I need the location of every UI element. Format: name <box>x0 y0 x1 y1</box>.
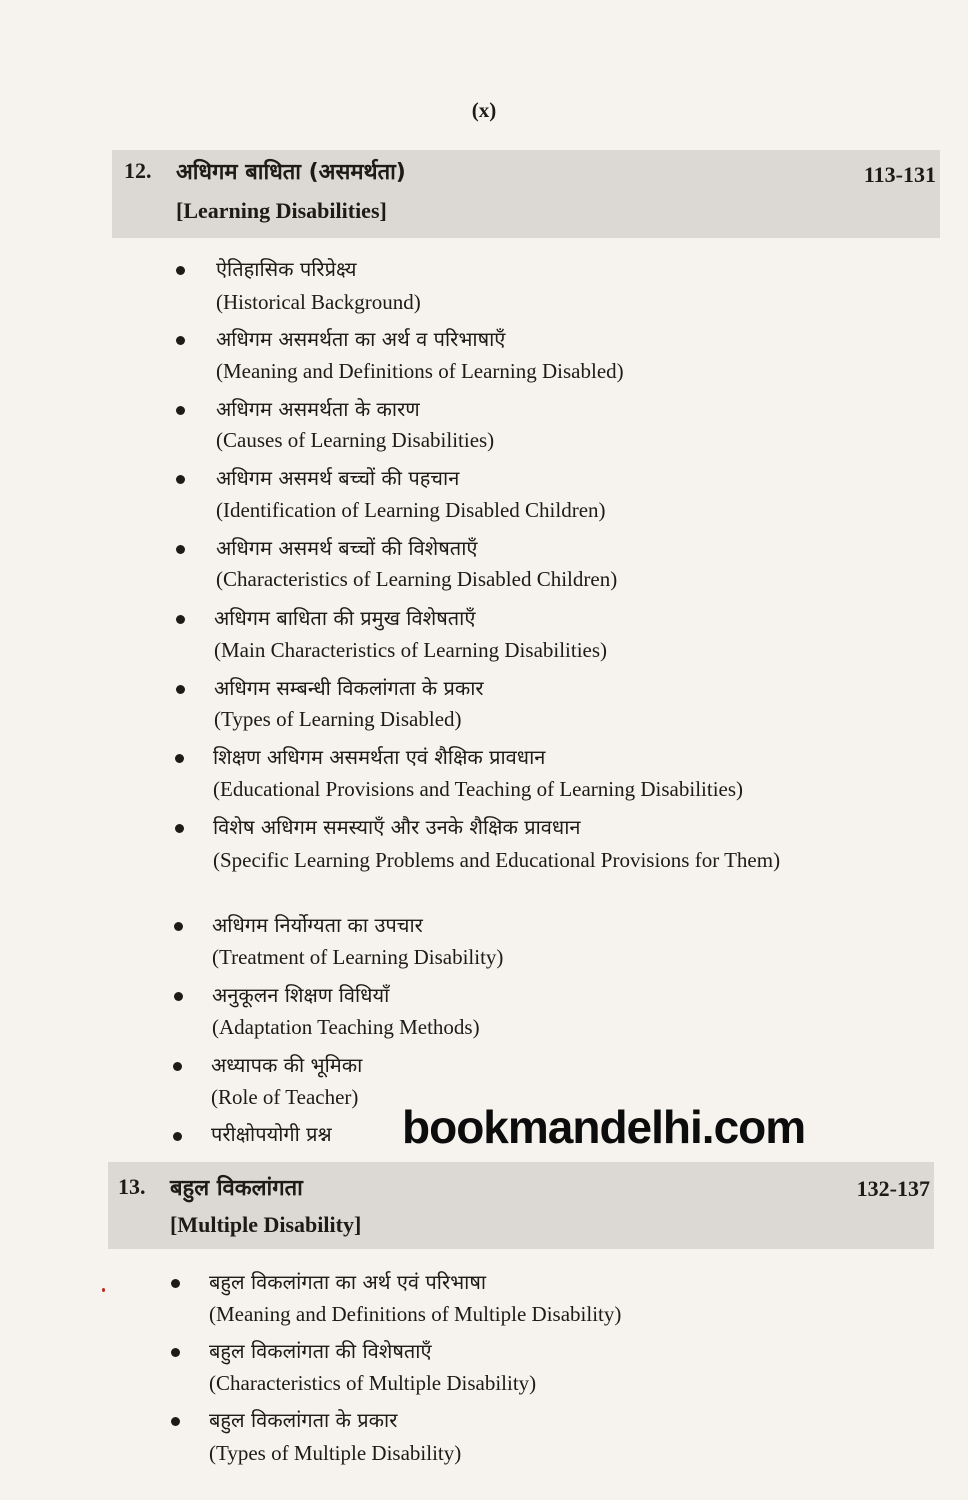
topic-english: (Characteristics of Learning Disabled Children) <box>216 567 618 591</box>
chapter-number: 13. <box>118 1174 146 1199</box>
chapter-title-english: [Multiple Disability] <box>170 1212 362 1237</box>
topic-hindi: अधिगम बाधिता की प्रमुख विशेषताएँ <box>214 606 476 630</box>
topic-english: (Identification of Learning Disabled Children) <box>216 498 606 522</box>
topic-english: (Meaning and Definitions of Learning Disabled) <box>216 359 624 383</box>
topic-english: (Adaptation Teaching Methods) <box>212 1015 480 1039</box>
topic-english: (Specific Learning Problems and Educational Provisions for Them) <box>213 848 781 872</box>
bullet-icon <box>171 1348 180 1357</box>
topic-hindi: बहुल विकलांगता के प्रकार <box>209 1408 398 1432</box>
topic-english: (Meaning and Definitions of Multiple Disability) <box>209 1302 622 1326</box>
chapter-title-hindi: अधिगम बाधिता (असमर्थता) <box>176 160 406 185</box>
topic-english: (Causes of Learning Disabilities) <box>216 428 495 452</box>
topic-hindi: अनुकूलन शिक्षण विधियाँ <box>212 983 390 1007</box>
chapter-title-hindi: बहुल विकलांगता <box>170 1176 303 1201</box>
bullet-icon <box>171 1417 180 1426</box>
topic-hindi: बहुल विकलांगता की विशेषताएँ <box>209 1339 432 1363</box>
topic-hindi: अधिगम असमर्थता का अर्थ व परिभाषाएँ <box>216 327 506 351</box>
page-number: (x) <box>471 98 497 122</box>
topic-hindi: विशेष अधिगम समस्याएँ और उनके शैक्षिक प्रावधान <box>213 815 581 839</box>
topic-hindi: ऐतिहासिक परिप्रेक्ष्य <box>216 257 357 281</box>
chapter-title-english: [Learning Disabilities] <box>176 198 387 223</box>
topic-hindi: परीक्षोपयोगी प्रश्न <box>211 1122 332 1146</box>
topic-english: (Educational Provisions and Teaching of Learning Disabilities) <box>213 777 744 801</box>
topic-english: (Characteristics of Multiple Disability) <box>209 1371 537 1395</box>
topic-hindi: अधिगम असमर्थता के कारण <box>216 397 420 421</box>
chapter-page-range: 132-137 <box>856 1176 930 1201</box>
topic-hindi: अधिगम असमर्थ बच्चों की पहचान <box>216 466 460 490</box>
topic-english: (Types of Multiple Disability) <box>209 1441 462 1465</box>
topic-hindi: अधिगम निर्योग्यता का उपचार <box>212 913 423 937</box>
topic-hindi: बहुल विकलांगता का अर्थ एवं परिभाषा <box>209 1270 487 1294</box>
chapter-number: 12. <box>124 158 152 183</box>
topic-hindi: अधिगम सम्बन्धी विकलांगता के प्रकार <box>214 676 484 700</box>
chapter-page-range: 113-131 <box>863 162 936 187</box>
topic-english: (Historical Background) <box>216 290 421 314</box>
topic-hindi: शिक्षण अधिगम असमर्थता एवं शैक्षिक प्रावधान <box>213 745 546 769</box>
topic-english: (Main Characteristics of Learning Disabilities) <box>214 638 608 662</box>
bullet-icon <box>171 1279 180 1288</box>
watermark: bookmandelhi.com <box>402 1101 806 1153</box>
topic-english: (Role of Teacher) <box>211 1085 359 1109</box>
topic-english: (Types of Learning Disabled) <box>214 707 462 731</box>
topic-hindi: अधिगम असमर्थ बच्चों की विशेषताएँ <box>216 536 478 560</box>
topic-hindi: अध्यापक की भूमिका <box>211 1053 363 1077</box>
ink-speck <box>102 1288 105 1292</box>
topic-english: (Treatment of Learning Disability) <box>212 945 504 969</box>
